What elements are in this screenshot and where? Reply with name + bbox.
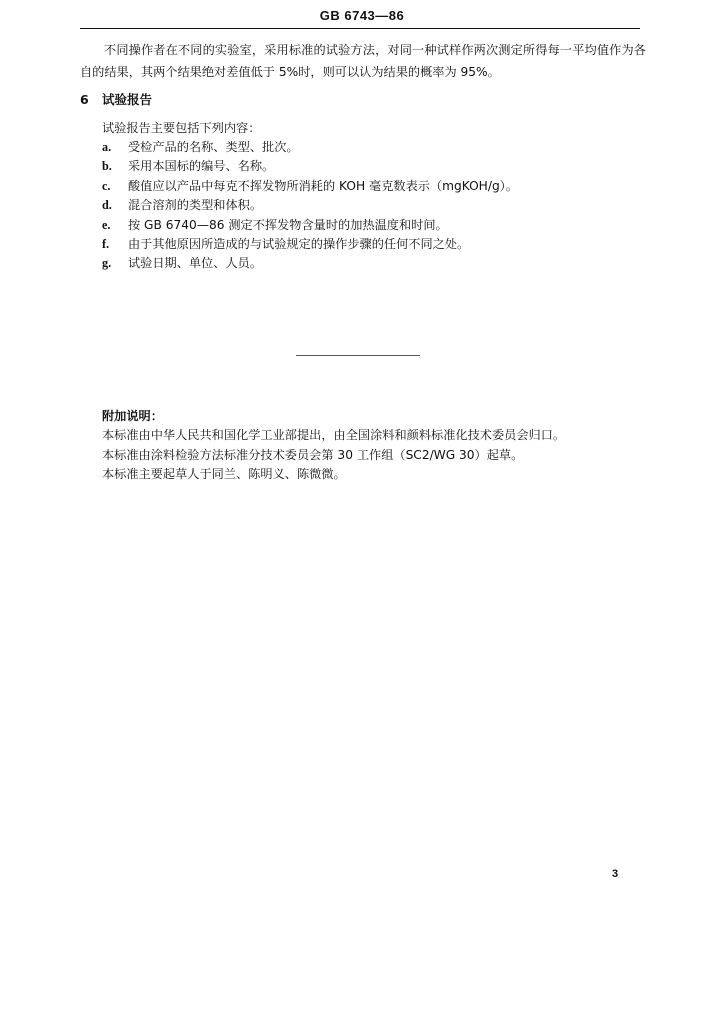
item-text: 混合溶剂的类型和体积。 xyxy=(128,198,263,213)
note-line: 本标准由涂料检验方法标准分技术委员会第 30 工作组（SC2/WG 30）起草。 xyxy=(102,447,524,462)
item-letter: c. xyxy=(102,178,111,193)
item-letter: d. xyxy=(102,198,112,213)
list-item xyxy=(102,216,518,235)
section-title: 试验报告 xyxy=(102,92,153,107)
item-text: 按 GB 6740—86 测定不挥发物含量时的加热温度和时间。 xyxy=(128,217,448,232)
list-item xyxy=(102,177,518,196)
standard-code-header: GB 6743—86 xyxy=(319,8,405,23)
note-line: 本标准主要起草人于同兰、陈明义、陈微微。 xyxy=(102,467,346,481)
list-item xyxy=(102,138,518,157)
item-letter: g. xyxy=(102,256,112,271)
page-number: 3 xyxy=(612,868,619,880)
list-item xyxy=(102,254,518,273)
item-text: 试验日期、单位、人员。 xyxy=(128,256,263,271)
additional-notes-list xyxy=(102,426,565,485)
item-letter: b. xyxy=(102,159,112,174)
section-number: 6 xyxy=(80,92,89,107)
header-rule xyxy=(80,28,640,29)
list-item xyxy=(102,157,518,176)
note-line: 本标准由中华人民共和国化学工业部提出，由全国涂料和颜料标准化技术委员会归口。 xyxy=(102,428,566,442)
item-text: 受检产品的名称、类型、批次。 xyxy=(128,140,299,154)
item-letter: a. xyxy=(102,140,112,154)
item-letter: e. xyxy=(102,217,111,232)
additional-notes-title: 附加说明： xyxy=(102,409,163,423)
item-text: 酸值应以产品中每克不挥发物所消耗的 KOH 毫克数表示（mgKOH/g）。 xyxy=(128,178,518,193)
item-text: 采用本国标的编号、名称。 xyxy=(128,159,275,174)
list-item xyxy=(102,196,518,215)
item-text: 由于其他原因所造成的与试验规定的操作步骤的任何不同之处。 xyxy=(128,236,470,251)
item-letter: f. xyxy=(102,236,110,251)
report-intro: 试验报告主要包括下列内容： xyxy=(102,121,261,135)
reproducibility-paragraph: 不同操作者在不同的实验室，采用标准的试验方法，对同一种试样作两次测定所得每一平均值作为各自的结果，其两个结果绝对差值低于 5%时，则可以认为结果的概率为 95%。 xyxy=(80,43,646,79)
end-of-text-rule xyxy=(296,355,420,356)
section-6-heading xyxy=(80,90,152,110)
list-item xyxy=(102,235,518,254)
report-items-list xyxy=(102,138,518,274)
